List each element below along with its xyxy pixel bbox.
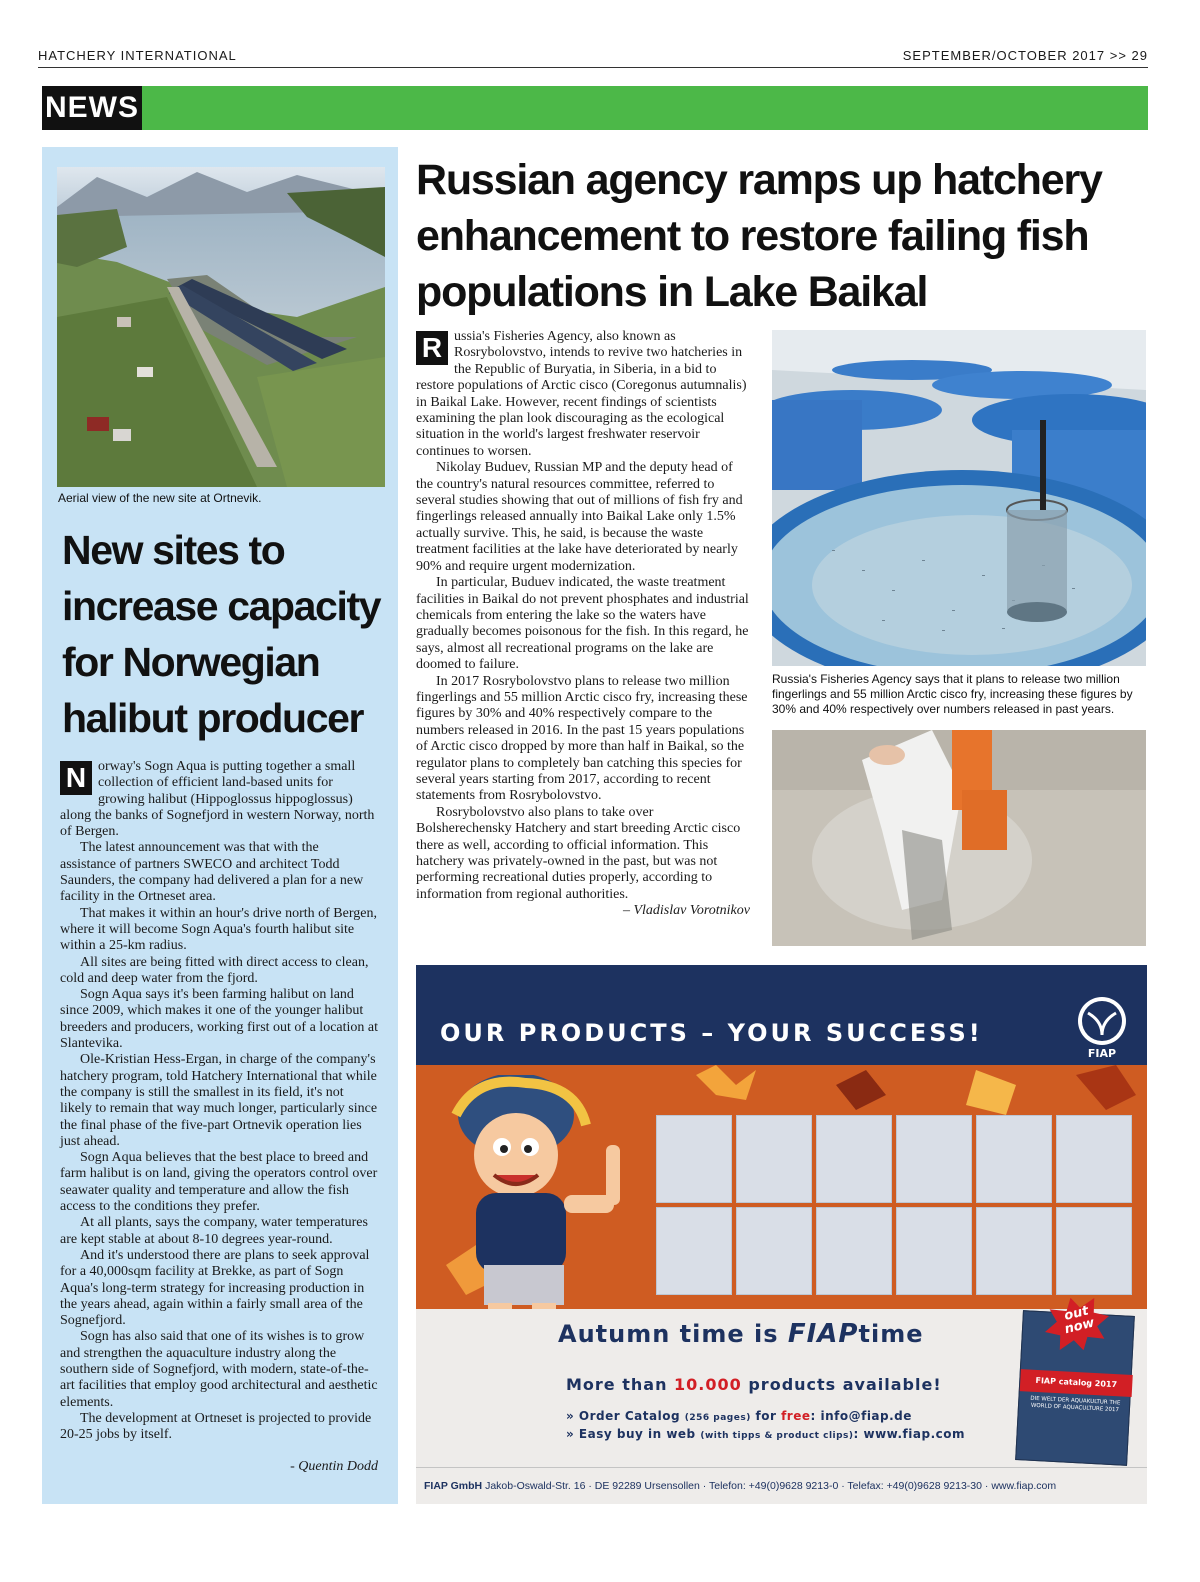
article-paragraph: In particular, Buduev indicated, the waste treatment facilities in Baikal do not prevent phosphates and industrial chemicals from entering the lake so the waters have gradually becomes poisonous for the fish. In this regard, he says, almost all recreational programs on the lake are doomed to failure. (416, 575, 749, 673)
article-paragraph: N orway's Sogn Aqua is putting together a small collection of efficient land-based units for growing halibut (Hippoglossus hippoglossus) along the banks of Sognefjord in western Norway, north of Bergen. (60, 759, 375, 840)
section-label: NEWS (42, 86, 142, 130)
article-paragraph: Nikolay Buduev, Russian MP and the deputy head of the country's natural resources committee, referred to several studies showing that out of millions of fish fry and fingerlings released annually into Baikal Lake only 1.5% actually survive. This, he said, is because the waste treatment facilities at the lake have deteriorated by nearly 90% and require urgent modernization. (416, 460, 743, 574)
ad-footer (416, 1467, 1147, 1504)
sidebar-headline: New sites to increase capacity for Norwegian halibut producer (62, 527, 381, 741)
product-tile (896, 1115, 972, 1203)
drop-cap: R (416, 331, 448, 365)
header-rule (38, 67, 1148, 68)
ad-web-shop-link[interactable]: » Easy buy in web (with tipps & product clips): www.fiap.com (566, 1427, 965, 1441)
ad-logo-text: FIAP (1087, 1047, 1117, 1060)
fish-release-photo (772, 730, 1146, 946)
product-tile (976, 1115, 1052, 1203)
article-paragraph: The development at Ortneset is projected to provide 20-25 jobs by itself. (60, 1410, 372, 1443)
article-paragraph: Sogn has also said that one of its wishes is to grow and strengthen the aquaculture industry along the southern side of Sognefjord, with modern, state-of-the-art facilities that employ good architectural and aesthetic elements. (60, 1329, 378, 1410)
catalog-title: FIAP catalog 2017 (1020, 1369, 1133, 1397)
product-tile (1056, 1115, 1132, 1203)
article-paragraph: In 2017 Rosrybolovstvo plans to release two million fingerlings and 55 million Arctic cisco fry, increasing these figures by 30% and 40% respectively compare to the numbers released in 2016. In the past 15 years populations of Arctic cisco dropped by more than half in Baikal, so the regulator plans to completely ban catching this species for several years starting from 2017, according to recent statements from Rosrybolovstvo. (416, 673, 748, 804)
main-headline: Russian agency ramps up hatchery enhancement to restore failing fish populations in Lake Baikal (416, 156, 1102, 316)
article-paragraph: Rosrybolovstvo also plans to take over Bolsherechensky Hatchery and start breeding Arctic cisco there as well, according to official information. This hatchery was privately-owned in the past, but was not performing recreational duties properly, according to information from regional authorities. (416, 804, 741, 902)
product-tile (976, 1207, 1052, 1295)
product-tile (736, 1207, 812, 1295)
article-paragraph: Sogn Aqua believes that the best place to breed and farm halibut is on land, giving the operators control over seawater quality and temperature and allow the fish access to the conditions they prefer. (60, 1150, 378, 1215)
ad-order-catalog-link[interactable]: » Order Catalog (256 pages) for free: info@fiap.de (566, 1409, 912, 1423)
ad-autumn-slogan: Autumn time is FIAPtime (558, 1319, 924, 1349)
fiap-advertisement[interactable] (416, 965, 1147, 1504)
product-tile (896, 1207, 972, 1295)
section-bar (42, 86, 1148, 130)
running-head (38, 48, 1148, 68)
fiap-logo-icon (1074, 995, 1130, 1047)
hatchery-tanks-photo (772, 330, 1146, 666)
article-paragraph: Sogn Aqua says it's been farming halibut on land since 2009, which makes it one of the younger halibut breeders and producers, working first out of a location at Slantevika. (60, 987, 379, 1052)
catalog-subtitle: DIE WELT DER AQUAKULTUR THE WORLD OF AQUACULTURE 2017 (1030, 1395, 1121, 1414)
product-tile (736, 1115, 812, 1203)
article-paragraph: The latest announcement was that with the assistance of partners SWECO and architect Todd Saunders, the company had delivered a plan for a new facility in the Ortneset area. (60, 840, 364, 905)
ad-slogan: OUR PRODUCTS – YOUR SUCCESS! (440, 1019, 983, 1047)
main-article-body (416, 329, 750, 920)
article-paragraph: All sites are being fitted with direct access to clean, cold and deep water from the fjord. (60, 954, 369, 986)
product-tile (816, 1115, 892, 1203)
sidebar-article-body (60, 759, 378, 1476)
main-byline: – Vladislav Vorotnikov (622, 903, 750, 919)
sidebar-story (42, 147, 398, 1504)
publication-name: HATCHERY INTERNATIONAL (38, 48, 237, 63)
product-tile (656, 1207, 732, 1295)
aerial-photo-caption: Aerial view of the new site at Ortnevik. (58, 491, 262, 505)
sidebar-byline: - Quentin Dodd (290, 1459, 378, 1475)
drop-cap: N (60, 761, 92, 795)
issue-and-page: SEPTEMBER/OCTOBER 2017 >> 29 (902, 48, 1148, 63)
product-grid (656, 1115, 1136, 1299)
article-paragraph: Ole-Kristian Hess-Ergan, in charge of the company's hatchery program, told Hatchery International that while the company is still the smallest in its field, it's not likely to remain that way much longer, particularly since the final phase of the five-part Ortnevik operation lies just ahead. (60, 1052, 378, 1149)
ad-contact-details: Jakob-Oswald-Str. 16 · DE 92289 Ursensollen · Telefon: +49(0)9628 9213-0 · Telefax: +49(0)9628 9213-30 · www.fiap.com (482, 1480, 1057, 1492)
aerial-photo (57, 167, 385, 487)
article-paragraph: R ussia's Fisheries Agency, also known as Rosrybolovstvo, intends to revive two hatcheries in the Republic of Buryatia, in Siberia, in a bid to restore populations of Arctic cisco (Coregonus autumnalis) in Baikal Lake. However, recent findings of scientists examining the plan look discouraging as the ecological situation in the world's largest freshwater reservoir continues to worsen. (416, 329, 747, 459)
product-tile (1056, 1207, 1132, 1295)
article-paragraph: At all plants, says the company, water temperatures are kept stable at about 8-10 degrees year-round. (60, 1215, 368, 1247)
ad-products-count: More than 10.000 products available! (566, 1375, 942, 1394)
out-now-badge: out now (1062, 1303, 1097, 1338)
article-paragraph: And it's understood there are plans to seek approval for a 40,000sqm facility at Brekke, as part of Sogn Aqua's long-term strategy for increasing production in the years ahead, again within a fairly small area of the Sognefjord. (60, 1247, 370, 1329)
ad-company-name: FIAP GmbH (424, 1480, 483, 1492)
article-paragraph: That makes it within an hour's drive north of Bergen, where it will become Sogn Aqua's fourth halibut site within a 25-km radius. (60, 905, 377, 954)
product-tile (816, 1207, 892, 1295)
product-tile (656, 1115, 732, 1203)
tanks-photo-caption: Russia's Fisheries Agency says that it plans to release two million fingerlings and 55 million Arctic cisco fry, increasing these figures by 30% and 40% respectively over numbers released in past years. (772, 672, 1133, 716)
